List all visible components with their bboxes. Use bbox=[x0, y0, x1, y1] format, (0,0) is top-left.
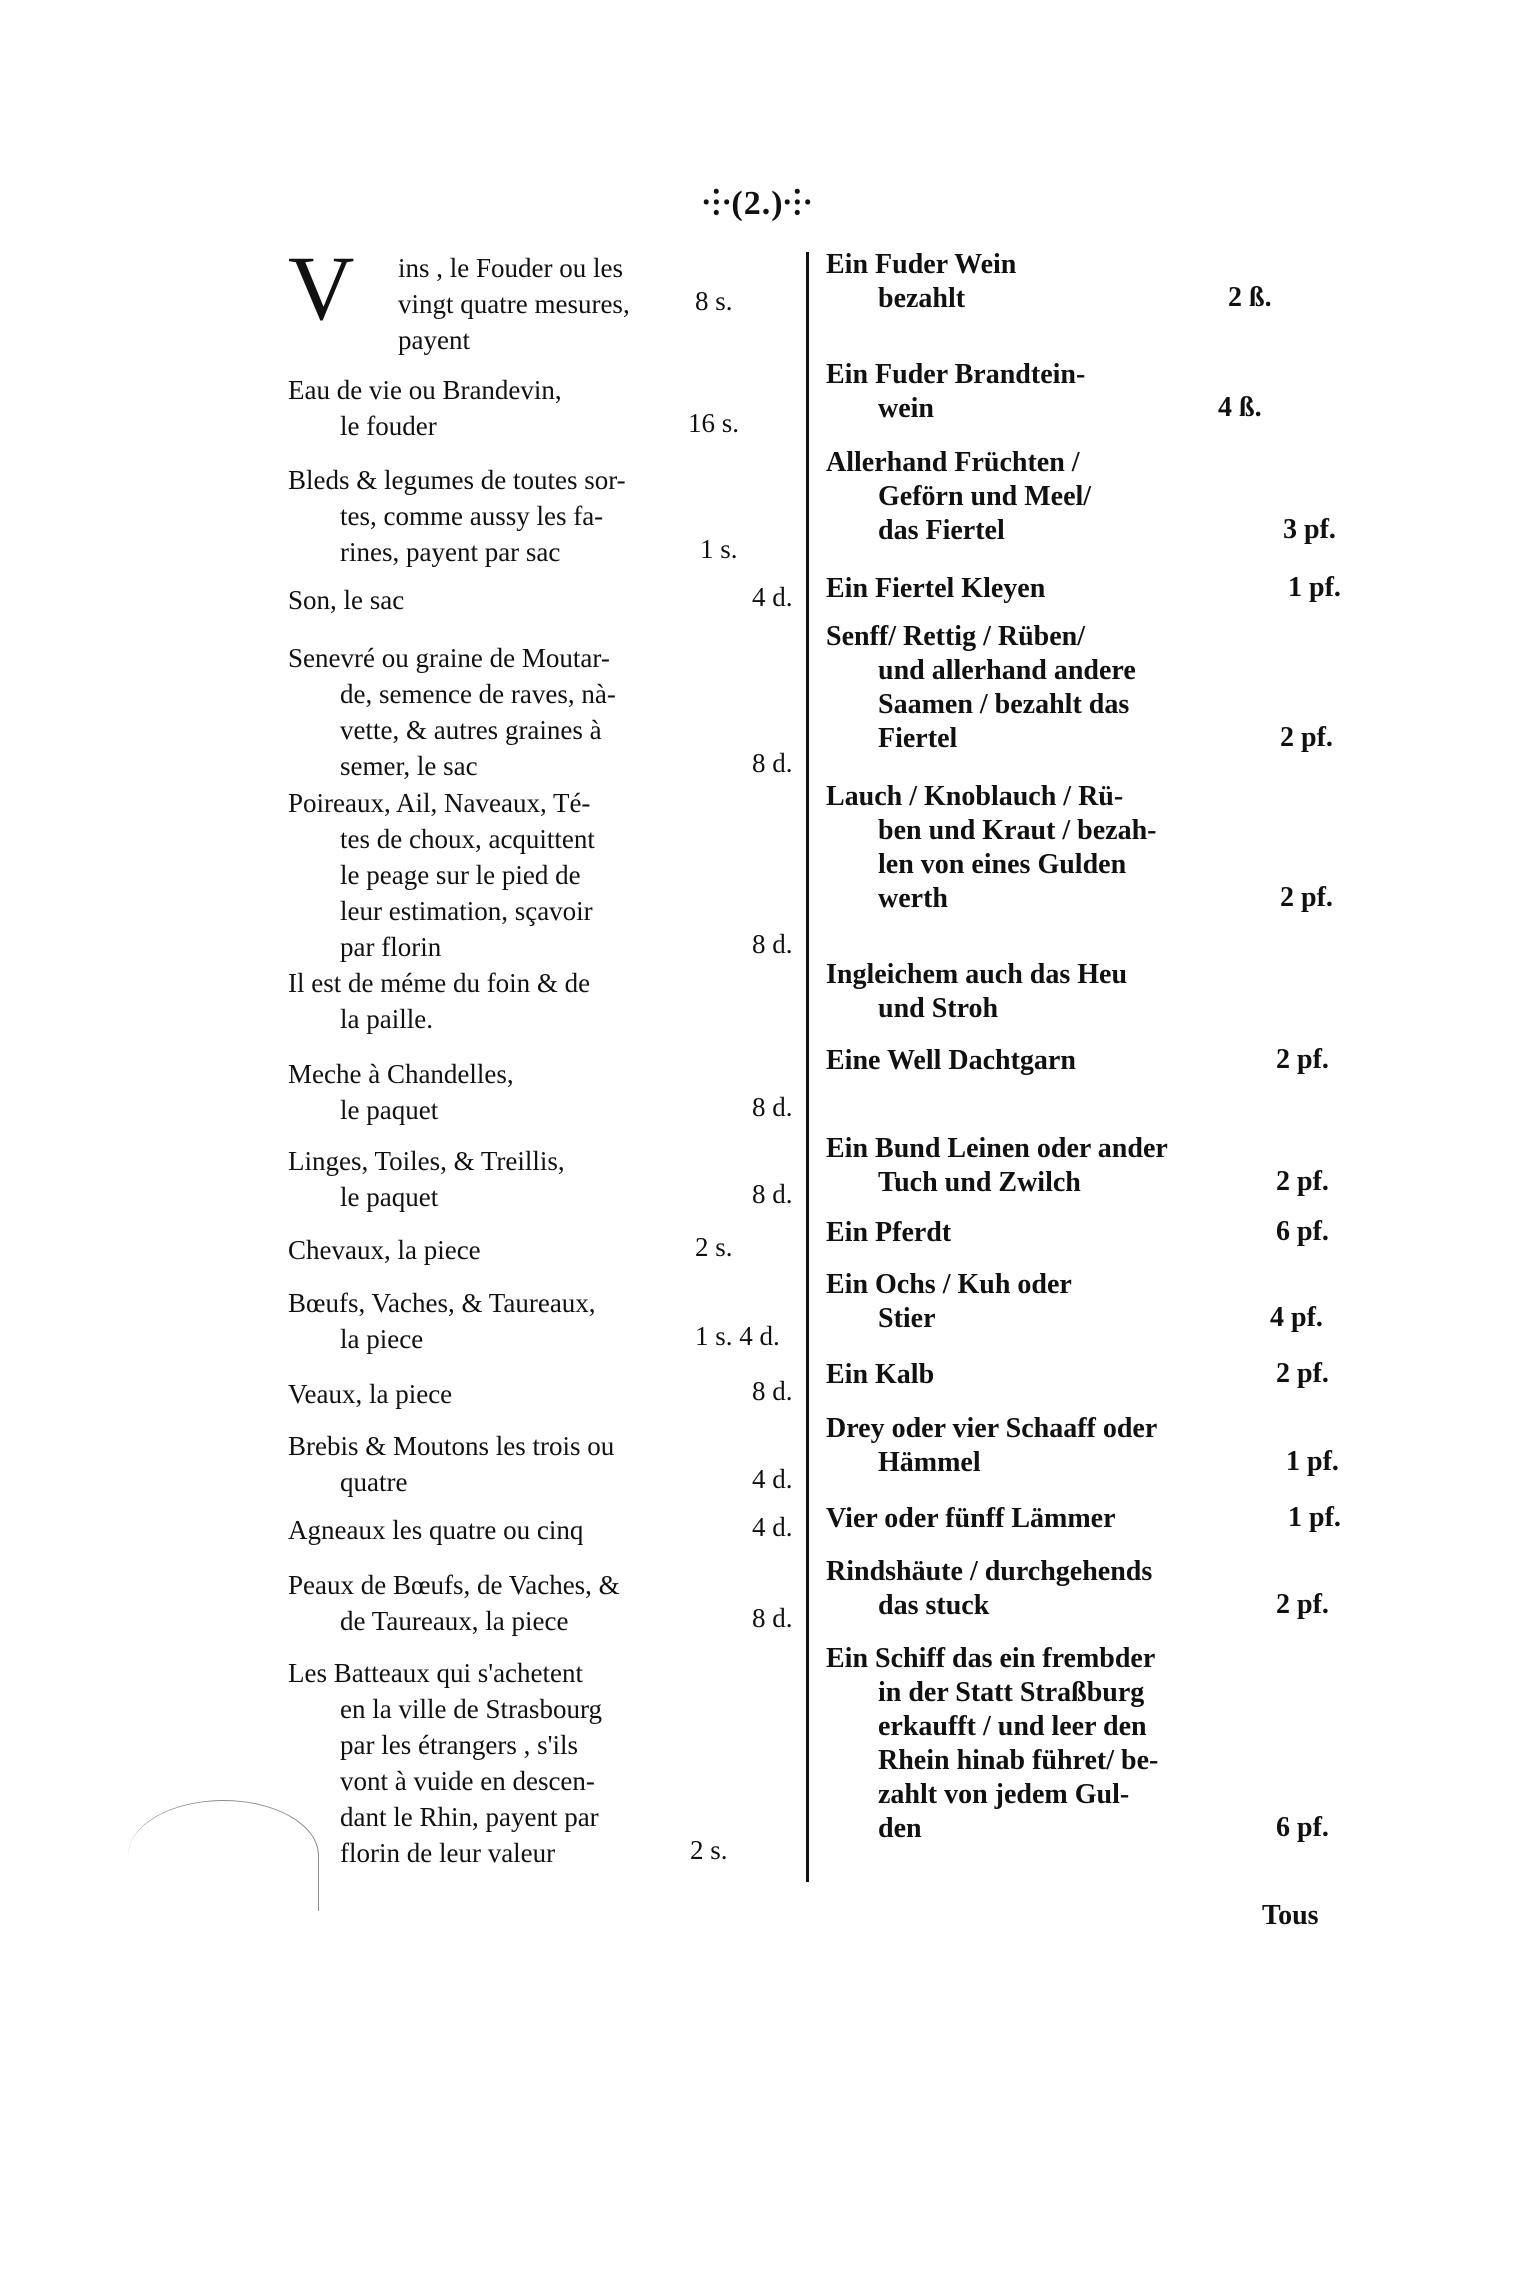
french-toll-amount: 4 d. bbox=[752, 1512, 793, 1542]
german-entry-line: Senff/ Rettig / Rüben/ bbox=[826, 621, 1085, 652]
german-entry-line: das Fiertel bbox=[878, 515, 1005, 546]
german-entry-line: Rhein hinab führet/ be- bbox=[878, 1745, 1159, 1776]
french-toll-amount: 1 s. bbox=[700, 534, 738, 564]
german-toll-amount: 4 pf. bbox=[1270, 1302, 1323, 1333]
french-toll-amount: 8 d. bbox=[752, 1092, 793, 1122]
german-entry bbox=[826, 248, 1246, 316]
german-toll-amount: 2 pf. bbox=[1280, 722, 1333, 753]
german-entry-line: das stuck bbox=[878, 1590, 990, 1621]
french-toll-amount: 8 s. bbox=[695, 286, 733, 316]
german-entry bbox=[826, 1555, 1246, 1623]
french-entry-line: Son, le sac bbox=[288, 585, 405, 615]
french-entry-line: semer, le sac bbox=[340, 751, 478, 781]
german-entry bbox=[826, 780, 1246, 916]
french-entry bbox=[288, 1428, 668, 1500]
german-toll-amount: 6 pf. bbox=[1276, 1216, 1329, 1247]
german-entry-line: Ein Fuder Brandtein- bbox=[826, 359, 1086, 390]
french-toll-amount: 8 d. bbox=[752, 929, 793, 959]
french-entry bbox=[288, 640, 668, 784]
french-entry bbox=[288, 965, 668, 1037]
french-entry bbox=[288, 1655, 668, 1871]
french-toll-amount: 8 d. bbox=[752, 748, 793, 778]
german-entry-line: Ein Fiertel Kleyen bbox=[826, 573, 1046, 604]
french-entry-line: rines, payent par sac bbox=[340, 537, 561, 567]
german-entry bbox=[826, 572, 1246, 606]
french-entry-line: de, semence de raves, nà- bbox=[340, 679, 616, 709]
german-entry-line: Stier bbox=[878, 1303, 936, 1334]
french-entry bbox=[288, 1512, 668, 1548]
library-stamp-mark bbox=[128, 1800, 319, 1911]
german-entry-line: bezahlt bbox=[878, 283, 966, 314]
german-entry-line: zahlt von jedem Gul- bbox=[878, 1779, 1130, 1810]
german-entry-line: in der Statt Straßburg bbox=[878, 1677, 1145, 1708]
german-entry-line: den bbox=[878, 1813, 922, 1844]
french-toll-amount: 1 s. 4 d. bbox=[695, 1321, 780, 1351]
french-entry-line: Poireaux, Ail, Naveaux, Té- bbox=[288, 788, 591, 818]
french-entry-line: payent bbox=[398, 325, 470, 355]
french-toll-amount: 16 s. bbox=[688, 408, 740, 438]
page-number-header: ⸭(2.)⸭ bbox=[702, 185, 813, 222]
german-toll-amount: 1 pf. bbox=[1288, 572, 1341, 603]
german-entry-line: Ein Pferdt bbox=[826, 1217, 952, 1248]
german-entry bbox=[826, 620, 1246, 756]
french-entry bbox=[288, 1056, 668, 1128]
german-entry-line: Rindshäute / durchgehends bbox=[826, 1556, 1153, 1587]
french-toll-amount: 4 d. bbox=[752, 582, 793, 612]
german-entry-line: Fiertel bbox=[878, 723, 958, 754]
german-entry-line: Allerhand Früchten / bbox=[826, 447, 1080, 478]
german-entry-line: Ein Schiff das ein frembder bbox=[826, 1643, 1156, 1674]
french-entry-line: Bœufs, Vaches, & Taureaux, bbox=[288, 1288, 596, 1318]
german-toll-amount: 2 pf. bbox=[1276, 1589, 1329, 1620]
french-entry-line: Eau de vie ou Brandevin, bbox=[288, 375, 562, 405]
french-toll-amount: 2 s. bbox=[690, 1835, 728, 1865]
german-entry-line: len von eines Gulden bbox=[878, 849, 1127, 880]
french-entry bbox=[288, 785, 668, 965]
french-entry-line: vingt quatre mesures, bbox=[398, 289, 630, 319]
german-entry bbox=[826, 1132, 1246, 1200]
french-entry-line: florin de leur valeur bbox=[340, 1838, 556, 1868]
french-entry-line: dant le Rhin, payent par bbox=[340, 1802, 599, 1832]
column-rule-left bbox=[806, 252, 809, 1882]
french-entry bbox=[288, 1285, 668, 1357]
drop-cap-initial: V bbox=[288, 237, 355, 339]
german-entry bbox=[826, 1642, 1246, 1846]
french-entry bbox=[288, 1567, 668, 1639]
german-entry bbox=[826, 1044, 1246, 1078]
french-entry-line: par florin bbox=[340, 932, 442, 962]
french-entry-line: le paquet bbox=[340, 1095, 439, 1125]
french-entry-line: Il est de méme du foin & de bbox=[288, 968, 591, 998]
french-entry-line: Meche à Chandelles, bbox=[288, 1059, 514, 1089]
german-entry-line: erkaufft / und leer den bbox=[878, 1711, 1147, 1742]
french-entry-line: Les Batteaux qui s'achetent bbox=[288, 1658, 584, 1688]
french-entry-line: le paquet bbox=[340, 1182, 439, 1212]
french-entry-line: le fouder bbox=[340, 411, 437, 441]
french-entry bbox=[288, 1376, 668, 1412]
french-entry-line: Chevaux, la piece bbox=[288, 1235, 481, 1265]
german-entry-line: Hämmel bbox=[878, 1447, 981, 1478]
german-toll-amount: 6 pf. bbox=[1276, 1812, 1329, 1843]
german-entry bbox=[826, 446, 1246, 548]
french-entry bbox=[288, 372, 668, 444]
german-toll-amount: 2 pf. bbox=[1280, 882, 1333, 913]
german-toll-amount: 2 ß. bbox=[1228, 282, 1272, 313]
french-entry-line: tes de choux, acquittent bbox=[340, 824, 595, 854]
french-entry-line: leur estimation, sçavoir bbox=[340, 896, 593, 926]
french-entry-line: Senevré ou graine de Moutar- bbox=[288, 643, 610, 673]
german-toll-amount: 1 pf. bbox=[1286, 1446, 1339, 1477]
german-entry-line: wein bbox=[878, 393, 934, 424]
french-entry-line: Peaux de Bœufs, de Vaches, & bbox=[288, 1570, 620, 1600]
german-entry bbox=[826, 358, 1246, 426]
french-entry-line: vette, & autres graines à bbox=[340, 715, 602, 745]
german-entry-line: werth bbox=[878, 883, 948, 914]
german-entry-line: Lauch / Knoblauch / Rü- bbox=[826, 781, 1124, 812]
german-entry-line: Vier oder fünff Lämmer bbox=[826, 1503, 1116, 1534]
german-entry bbox=[826, 1358, 1246, 1392]
french-entry-line: Veaux, la piece bbox=[288, 1379, 453, 1409]
german-entry-line: Geförn und Meel/ bbox=[878, 481, 1092, 512]
french-entry bbox=[288, 1143, 668, 1215]
french-toll-amount: 8 d. bbox=[752, 1376, 793, 1406]
german-toll-amount: 2 pf. bbox=[1276, 1166, 1329, 1197]
french-entry-line: la paille. bbox=[340, 1004, 433, 1034]
french-entry-line: Linges, Toiles, & Treillis, bbox=[288, 1146, 565, 1176]
german-entry-line: Eine Well Dachtgarn bbox=[826, 1045, 1076, 1076]
french-entry bbox=[288, 582, 668, 618]
french-entry-line: de Taureaux, la piece bbox=[340, 1606, 569, 1636]
german-entry bbox=[826, 1412, 1246, 1480]
german-entry-line: Ein Ochs / Kuh oder bbox=[826, 1269, 1072, 1300]
german-entry-line: Ingleichem auch das Heu bbox=[826, 959, 1128, 990]
french-entry-line: ins , le Fouder ou les bbox=[398, 253, 623, 283]
french-entry-line: le peage sur le pied de bbox=[340, 860, 581, 890]
german-entry bbox=[826, 1216, 1246, 1250]
french-entry-line: quatre bbox=[340, 1467, 408, 1497]
french-entry-line: par les étrangers , s'ils bbox=[340, 1730, 579, 1760]
german-toll-amount: 3 pf. bbox=[1283, 514, 1336, 545]
french-entry-line: Bleds & legumes de toutes sor- bbox=[288, 465, 626, 495]
german-entry-line: und allerhand andere bbox=[878, 655, 1136, 686]
french-entry-line: Brebis & Moutons les trois ou bbox=[288, 1431, 615, 1461]
french-entry bbox=[288, 462, 668, 570]
french-toll-amount: 2 s. bbox=[695, 1232, 733, 1262]
french-entry-line: en la ville de Strasbourg bbox=[340, 1694, 602, 1724]
german-entry-line: Saamen / bezahlt das bbox=[878, 689, 1130, 720]
french-entry-line: Agneaux les quatre ou cinq bbox=[288, 1515, 584, 1545]
german-entry-line: ben und Kraut / bezah- bbox=[878, 815, 1157, 846]
german-entry-line: Ein Bund Leinen oder ander bbox=[826, 1133, 1168, 1164]
french-entry-line: tes, comme aussy les fa- bbox=[340, 501, 604, 531]
german-entry-line: Ein Fuder Wein bbox=[826, 249, 1017, 280]
german-entry bbox=[826, 958, 1246, 1026]
german-entry-line: Drey oder vier Schaaff oder bbox=[826, 1413, 1158, 1444]
french-toll-amount: 8 d. bbox=[752, 1179, 793, 1209]
german-toll-amount: 1 pf. bbox=[1288, 1502, 1341, 1533]
french-toll-amount: 4 d. bbox=[752, 1464, 793, 1494]
german-entry-line: und Stroh bbox=[878, 993, 999, 1024]
german-toll-amount: 4 ß. bbox=[1218, 392, 1262, 423]
catchword: Tous bbox=[1262, 1900, 1319, 1931]
french-entry-line: vont à vuide en descen- bbox=[340, 1766, 595, 1796]
german-toll-amount: 2 pf. bbox=[1276, 1044, 1329, 1075]
french-entry bbox=[288, 1232, 668, 1268]
german-entry-line: Tuch und Zwilch bbox=[878, 1167, 1081, 1198]
german-toll-amount: 2 pf. bbox=[1276, 1358, 1329, 1389]
french-toll-amount: 8 d. bbox=[752, 1603, 793, 1633]
german-entry-line: Ein Kalb bbox=[826, 1359, 935, 1390]
german-entry bbox=[826, 1268, 1246, 1336]
french-entry-line: la piece bbox=[340, 1324, 424, 1354]
german-entry bbox=[826, 1502, 1246, 1536]
